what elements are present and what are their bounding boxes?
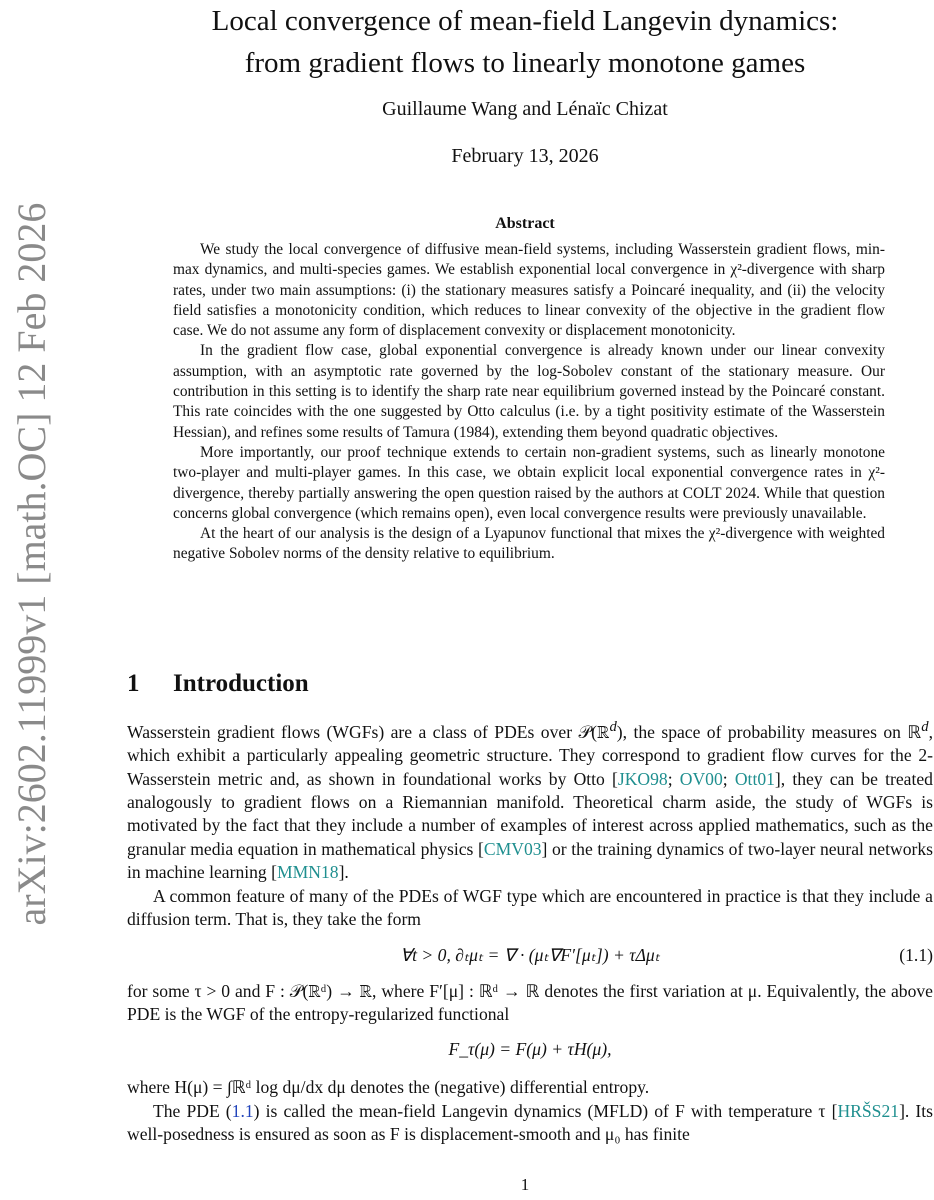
arxiv-identifier: arXiv:2602.11999v1 [math.OC] 12 Feb 2026 (9, 202, 54, 926)
abstract-body (173, 240, 885, 565)
text-run: ] or the training dynamics of two-layer neural networks in machine learning [ (127, 838, 933, 883)
text-run: ]. (338, 862, 349, 883)
introduction-body (127, 716, 933, 1147)
text-run: , which exhibit a particularly appealing geometric structure. They correspond to gradient flow curves for the 2-Wasserstein metric and, as shown in foundational works by Otto [ (127, 721, 933, 789)
intro-paragraph-1 (127, 716, 933, 885)
text-run: ]. Its well-posedness is ensured as soon as F is displacement-smooth and μ₀ has finite (127, 1100, 934, 1145)
equation-1-1 (127, 932, 933, 980)
text-run: ; (722, 768, 728, 789)
equation-entropy-functional (127, 1026, 933, 1076)
abstract-paragraph-1: We study the local convergence of diffusive mean-field systems, including Wasserstein gradient flows, min-max dynamics, and multi-species games. We establish exponential local convergence in χ²-divergence with sharp rates, under two main assumptions: (i) the stationary measures satisfy a Poincaré inequality, and (ii) the velocity field satisfies a monotonicity condition, which reduces to linear convexity of the objective in the gradient flow case. We do not assume any form of displacement convexity or displacement monotonicity. (173, 241, 885, 340)
intro-paragraph-3: for some τ > 0 and F : 𝒫(ℝᵈ) → ℝ, where F′[μ] : ℝᵈ → ℝ denotes the first variation at μ. Equivalently, the above PDE is the WGF of the entropy-regularized functional (127, 980, 933, 1024)
citation-jko98[interactable]: JKO98 (617, 768, 668, 789)
text-run: ; (667, 768, 680, 789)
intro-paragraph-5 (127, 1100, 933, 1147)
superscript: d (921, 719, 929, 735)
intro-paragraph-4: where H(μ) = ∫ℝᵈ log dμ/dx dμ denotes the (negative) differential entropy. (127, 1077, 650, 1098)
abstract-paragraph-3: More importantly, our proof technique extends to certain non-gradient systems, such as linearly monotone two-player and multi-player games. In this case, we obtain explicit local exponential convergence rates in χ²-divergence, thereby partially answering the open question raised by the authors at COLT 2024. While that question concerns global convergence (which remains open), even local convergence results were previously unavailable. (173, 443, 885, 522)
abstract-heading: Abstract (495, 215, 555, 232)
text-run: ), the space of probability measures on ℝ (616, 721, 922, 742)
abstract-paragraph-4: At the heart of our analysis is the design of a Lyapunov functional that mixes the χ²-divergence with weighted negative Sobolev norms of the density relative to equilibrium. (173, 525, 885, 563)
equation-body: ∀t > 0, ∂ₜμₜ = ∇ · (μₜ∇F′[μₜ]) + τΔμₜ (400, 944, 660, 965)
text-run: Wasserstein gradient flows (WGFs) are a class of PDEs over 𝒫(ℝ (127, 721, 610, 742)
title-line-1: Local convergence of mean-field Langevin dynamics: (211, 5, 839, 37)
text-run: The PDE ( (153, 1100, 232, 1121)
citation-cmv03[interactable]: CMV03 (483, 838, 542, 859)
citation-ov00[interactable]: OV00 (679, 768, 723, 789)
intro-paragraph-2: A common feature of many of the PDEs of WGF type which are encountered in practice is that they include a diffusion term. That is, they take the form (127, 885, 933, 930)
page-number: 1 (520, 1175, 530, 1194)
title-line-2: from gradient flows to linearly monotone games (244, 47, 806, 79)
citation-mmn18[interactable]: MMN18 (276, 862, 339, 883)
paper-title (120, 0, 930, 84)
section-heading (127, 670, 309, 698)
section-title: Introduction (173, 670, 309, 697)
text-run: ], they can be treated analogously to gradient flows on a Riemannian manifold. Theoretical charm aside, the study of WGFs is motivated by the fact that they include a number of examples of interest across applied mathematics, such as the granular media equation in mathematical physics [ (127, 768, 933, 859)
superscript: d (609, 719, 617, 735)
section-number: 1 (127, 670, 140, 697)
citation-hrss21[interactable]: HRŠS21 (837, 1100, 900, 1121)
citation-ott01[interactable]: Ott01 (734, 768, 775, 789)
equation-number: (1.1) (899, 944, 933, 965)
text-run: ) is called the mean-field Langevin dynamics (MFLD) of F with temperature τ [ (253, 1100, 838, 1121)
authors: Guillaume Wang and Lénaïc Chizat (382, 98, 668, 120)
equation-body: F_τ(μ) = F(μ) + τH(μ), (448, 1039, 612, 1060)
publication-date: February 13, 2026 (451, 145, 599, 167)
equation-reference[interactable]: 1.1 (231, 1100, 254, 1121)
abstract-paragraph-2: In the gradient flow case, global exponential convergence is already known under our linear convexity assumption, with an asymptotic rate governed by the log-Sobolev constant of the stationary measure. Our contribution in this setting is to identify the sharp rate near equilibrium governed instead by the Poincaré constant. This rate coincides with the one suggested by Otto calculus (i.e. by a tight positivity estimate of the Wasserstein Hessian), and refines some results of Tamura (1984), extending them beyond quadratic objectives. (173, 342, 885, 441)
